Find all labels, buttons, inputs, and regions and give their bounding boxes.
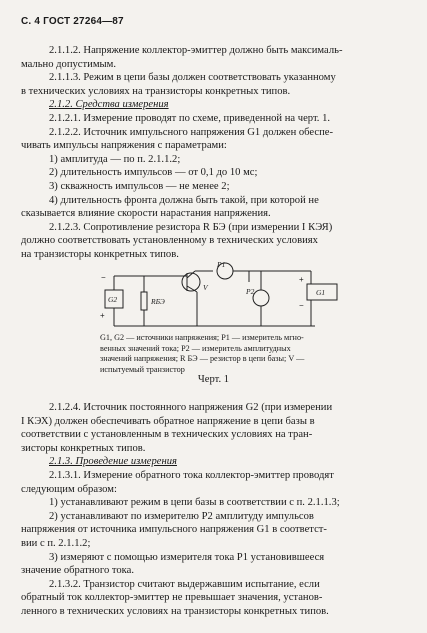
rbe-label: RБЭ <box>151 297 165 306</box>
caption-line: G1, G2 — источники напряжения; P1 — измеритель мгно- <box>100 333 304 342</box>
text-line: должно соответствовать установленному в технических условиях <box>21 235 318 247</box>
text-line: 2.1.2.1. Измерение проводят по схеме, приведенной на черт. 1. <box>49 112 331 124</box>
list-item: 1) устанавливают режим в цепи базы в соответствии с п. 2.1.1.3; <box>49 497 340 509</box>
text-line: ленного в технических условиях на транзисторы конкретных типов. <box>21 605 329 617</box>
p1-label: P1 <box>217 260 226 269</box>
circuit-diagram <box>85 260 345 332</box>
list-item: 1) амплитуда — по п. 2.1.1.2; <box>49 153 181 165</box>
list-item: 3) измеряют с помощью измерителя тока P1 установившееся <box>49 551 325 563</box>
text-line: 2.1.2.4. Источник постоянного напряжения G2 (при измерении <box>49 402 333 413</box>
top-text-block <box>21 44 413 262</box>
section-heading: 2.1.2. Средства измерения <box>49 99 169 111</box>
p2-meter <box>253 290 269 306</box>
text-line: в технических условиях на транзисторы конкретных типов. <box>21 85 291 97</box>
figure-title: Черт. 1 <box>197 374 230 385</box>
text-line: 2.1.2.3. Сопротивление резистора R БЭ (при измерении I КЭЯ) <box>49 221 333 233</box>
text-line: сказывается влияние скорости нарастания напряжения. <box>21 208 271 220</box>
list-item: 3) скважность импульсов — не менее 2; <box>49 180 230 192</box>
text-line: обратный ток коллектор-эмиттер не превышает значения, установ- <box>21 592 323 604</box>
text-line: 2.1.3.1. Измерение обратного тока коллектор-эмиттер проводят <box>49 469 334 481</box>
text-line: на транзисторы конкретных типов. <box>21 248 179 260</box>
p2-label: P2 <box>246 287 255 296</box>
page-header: С. 4 ГОСТ 27264—87 <box>21 16 124 27</box>
g1-minus: − <box>299 301 304 310</box>
text-line: следующим образом: <box>21 483 117 495</box>
text-line: чивать импульсы напряжения с параметрами: <box>21 140 227 152</box>
text-line: 2.1.3.2. Транзистор считают выдержавшим испытание, если <box>49 578 320 590</box>
text-line: 2.1.2.2. Источник импульсного напряжения G1 должен обеспе- <box>49 126 333 138</box>
text-line: напряжения от источника импульсного напряжения G1 в соответст- <box>21 524 327 536</box>
g2-minus: − <box>101 273 106 282</box>
list-item: 2) длительность импульсов — от 0,1 до 10 мс; <box>49 167 258 179</box>
g2-label: G2 <box>108 295 118 304</box>
g2-plus: + <box>100 311 105 320</box>
section-heading: 2.1.3. Проведение измерения <box>49 456 177 468</box>
bottom-text-block <box>21 401 413 619</box>
text-line: I КЭХ) должен обеспечивать обратное напряжение в цепи базы в <box>21 415 315 427</box>
caption-line: значений напряжения; R БЭ — резистор в цепи базы; V — <box>100 354 305 364</box>
g1-label: G1 <box>316 288 326 297</box>
v-label: V <box>203 283 208 292</box>
text-line: мально допустимым. <box>21 58 116 70</box>
g1-plus: + <box>299 275 304 284</box>
text-line: зисторы конкретных типов. <box>21 442 146 454</box>
text-line: соответствии с установленным в технических условиях на тран- <box>21 429 313 441</box>
figure-caption <box>100 333 346 375</box>
caption-line: испытуемый транзистор <box>100 364 185 374</box>
text-line: значение обратного тока. <box>21 565 135 577</box>
list-item: 4) длительность фронта должна быть такой, при которой не <box>49 194 319 206</box>
rbe-resistor <box>141 292 147 310</box>
list-item: 2) устанавливают по измерителю P2 амплитуду импульсов <box>49 510 314 522</box>
text-line: вии с п. 2.1.1.2; <box>21 537 91 549</box>
caption-line: венных значений тока; P2 — измеритель амплитудных <box>100 343 291 353</box>
text-line: 2.1.1.3. Режим в цепи базы должен соответствовать указанному <box>49 72 336 84</box>
text-line: 2.1.1.2. Напряжение коллектор-эмиттер должно быть максималь- <box>49 45 343 56</box>
